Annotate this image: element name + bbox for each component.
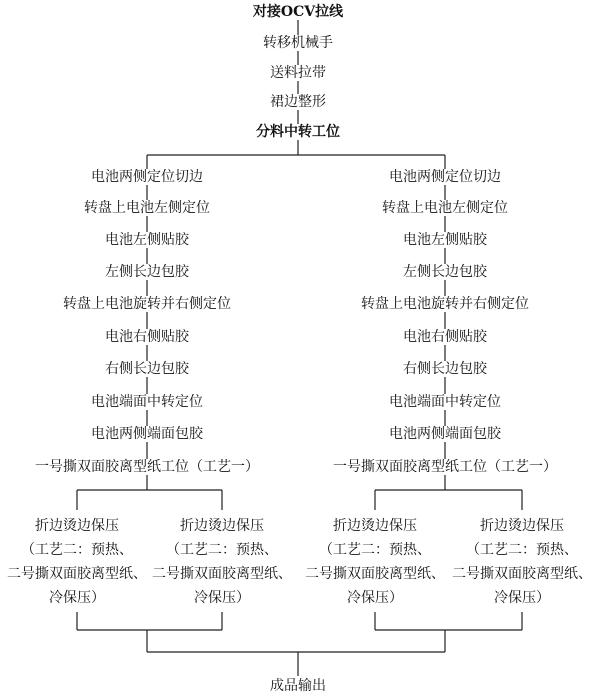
right-step-4: 左侧长边包胶 [403, 264, 487, 280]
right-subprocess-a [305, 514, 445, 610]
step-transfer-robot: 转移机械手 [263, 35, 333, 51]
subprocess-line: （工艺二：预热、 [466, 542, 578, 558]
subprocess-title: 折边烫边保压 [180, 518, 264, 534]
step-skirt-shaping: 裙边整形 [270, 94, 326, 110]
right-step-9: 电池两侧端面包胶 [389, 426, 501, 442]
left-subprocess-b [152, 514, 292, 610]
right-step-8: 电池端面中转定位 [389, 394, 501, 410]
subprocess-line: （工艺二：预热、 [319, 542, 431, 558]
left-step-2: 转盘上电池左侧定位 [84, 200, 210, 216]
subprocess-line: 冷保压） [494, 590, 550, 606]
subprocess-line: 二号撕双面胶离型纸、 [305, 566, 445, 582]
left-step-5: 转盘上电池旋转并右侧定位 [63, 296, 231, 312]
subprocess-line: 冷保压） [347, 590, 403, 606]
right-step-6: 电池右侧贴胶 [403, 329, 487, 345]
left-step-9: 电池两侧端面包胶 [91, 426, 203, 442]
subprocess-line: （工艺二：预热、 [166, 542, 278, 558]
subprocess-line: 二号撕双面胶离型纸、 [7, 566, 147, 582]
step-distribution-station: 分料中转工位 [256, 124, 340, 140]
right-step-1: 电池两侧定位切边 [389, 169, 501, 185]
step-feed-belt: 送料拉带 [270, 65, 326, 81]
left-subprocess-a [7, 514, 147, 610]
left-step-4: 左侧长边包胶 [105, 264, 189, 280]
right-step-5: 转盘上电池旋转并右侧定位 [361, 296, 529, 312]
right-step-7: 右侧长边包胶 [403, 361, 487, 377]
subprocess-title: 折边烫边保压 [35, 518, 119, 534]
subprocess-line: （工艺二：预热、 [21, 542, 133, 558]
subprocess-line: 冷保压） [49, 590, 105, 606]
subprocess-title: 折边烫边保压 [480, 518, 564, 534]
left-step-7: 右侧长边包胶 [105, 361, 189, 377]
left-step-10: 一号撕双面胶离型纸工位（工艺一） [35, 459, 259, 475]
right-step-2: 转盘上电池左侧定位 [382, 200, 508, 216]
right-step-10: 一号撕双面胶离型纸工位（工艺一） [333, 459, 557, 475]
subprocess-title: 折边烫边保压 [333, 518, 417, 534]
left-step-8: 电池端面中转定位 [91, 394, 203, 410]
left-step-3: 电池左侧贴胶 [105, 232, 189, 248]
step-product-output: 成品输出 [270, 678, 326, 694]
subprocess-line: 二号撕双面胶离型纸、 [452, 566, 592, 582]
left-step-6: 电池右侧贴胶 [105, 329, 189, 345]
right-subprocess-b [452, 514, 592, 610]
subprocess-line: 冷保压） [194, 590, 250, 606]
step-ocv-connect: 对接OCV拉线 [252, 4, 344, 20]
left-step-1: 电池两侧定位切边 [91, 169, 203, 185]
subprocess-line: 二号撕双面胶离型纸、 [152, 566, 292, 582]
right-step-3: 电池左侧贴胶 [403, 232, 487, 248]
